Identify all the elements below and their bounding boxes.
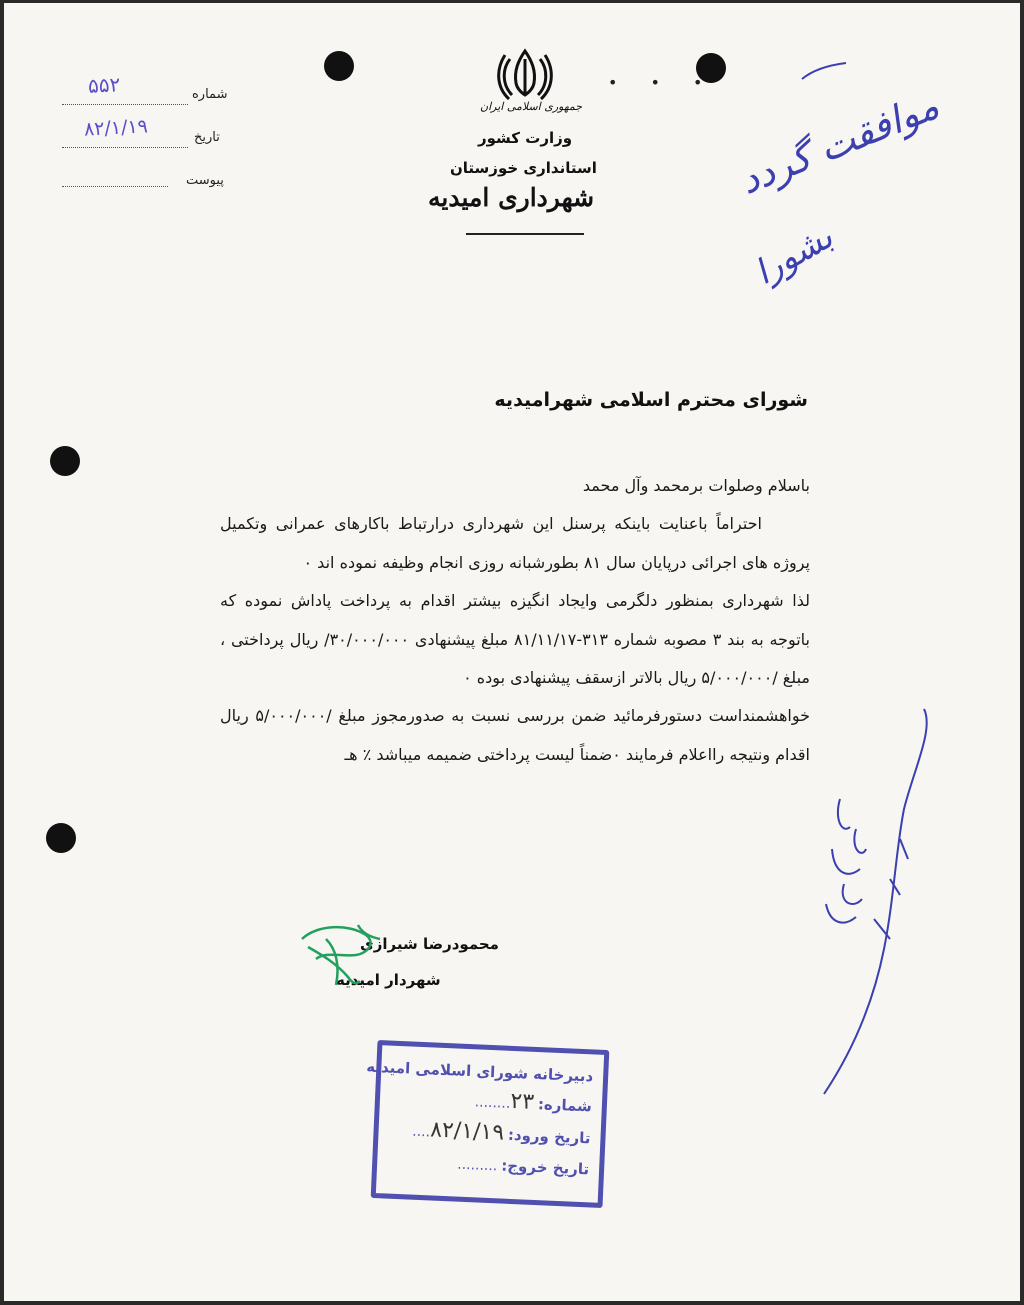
handwritten-referral-note: بشورا [747,216,840,294]
stamp-entry-date-label: تاریخ ورود: [507,1125,591,1148]
document-page [4,3,1020,1301]
stamp-number-label: شماره: [537,1095,593,1116]
date-value: ۸۲/۱/۱۹ [83,115,149,141]
number-value: ۵۵۲ [87,72,121,98]
addressee-heading: شورای محترم اسلامی شهرامیدیه [494,389,808,411]
attachment-line [62,185,168,187]
iran-emblem-icon [496,45,554,103]
greeting-line: باسلام وصلوات برمحمد وآل محمد [582,476,810,495]
ministry-name: وزارت کشور [478,129,573,147]
stamp-exit-date-label: تاریخ خروج: [500,1156,590,1179]
body-paragraph-3: خواهشمنداست دستورفرمائید ضمن بررسی نسبت به صدورمجوز مبلغ /۵/۰۰۰/۰۰۰ ریال اقدام ونتیجه رااعلام فرمایند ۰ضمناً لیست پرداختی ضمیمه میباشد ٪ هـ [220,706,811,764]
emblem-caption: جمهوری اسلامی ایران [480,100,583,113]
attachment-label: پیوست [186,173,224,188]
province-name: استانداری خوزستان [450,159,597,177]
handwritten-approval-note: موافقت گردد [733,83,945,203]
signer-title: شهردار امیدیه [336,971,441,989]
decorative-dots: • • • [608,73,717,92]
stamp-entry-date-value: ۸۲/۱/۱۹ [429,1117,505,1146]
signer-name: محمودرضا شیرازی [360,935,499,953]
header-divider [466,233,584,235]
punch-hole-mid-left [50,446,80,476]
stamp-title: دبیرخانه شورای اسلامی امیدیه [365,1057,594,1086]
letter-body [220,467,810,774]
body-paragraph-1: احتراماً باعنایت باینکه پرسنل این شهرداری درارتباط باکارهای عمرانی وتکمیل پروژه های اجرائی درپایان سال ۸۱ بطورشبانه روزی انجام وظیفه نموده اند ۰ [220,514,810,572]
number-label: شماره [192,87,228,102]
stamp-exit-date-dots: ......... [456,1156,498,1175]
stamp-number-value: ۲۳ [509,1088,535,1115]
handwritten-stroke [800,59,850,83]
date-label: تاریخ [194,130,220,145]
body-paragraph-2: لذا شهرداری بمنظور دلگرمی وایجاد انگیزه بیشتر اقدام به پرداخت پاداش نموده که باتوجه به بند ۳ مصوبه شماره ۳۱۳-۸۱/۱۱/۱۷ مبلغ پیشنهادی ۳۰/۰۰۰/۰۰۰/ ریال پرداختی ، مبلغ /۵/۰۰۰/۰۰۰ ریال بالاتر ازسقف پیشنهادی بوده ۰ [220,591,810,688]
date-line [62,146,188,148]
council-secretariat-stamp [365,1040,610,1208]
municipality-name: شهرداری امیدیه [428,183,595,212]
stamp-number-dots: ........ [474,1094,511,1112]
punch-hole-lower-left [46,823,76,853]
number-line [62,103,188,105]
punch-hole-top-left [324,51,354,81]
margin-handwritten-signature [804,699,934,1099]
green-signature-mark [296,919,386,991]
stamp-entry-date-dots: .... [411,1123,431,1141]
